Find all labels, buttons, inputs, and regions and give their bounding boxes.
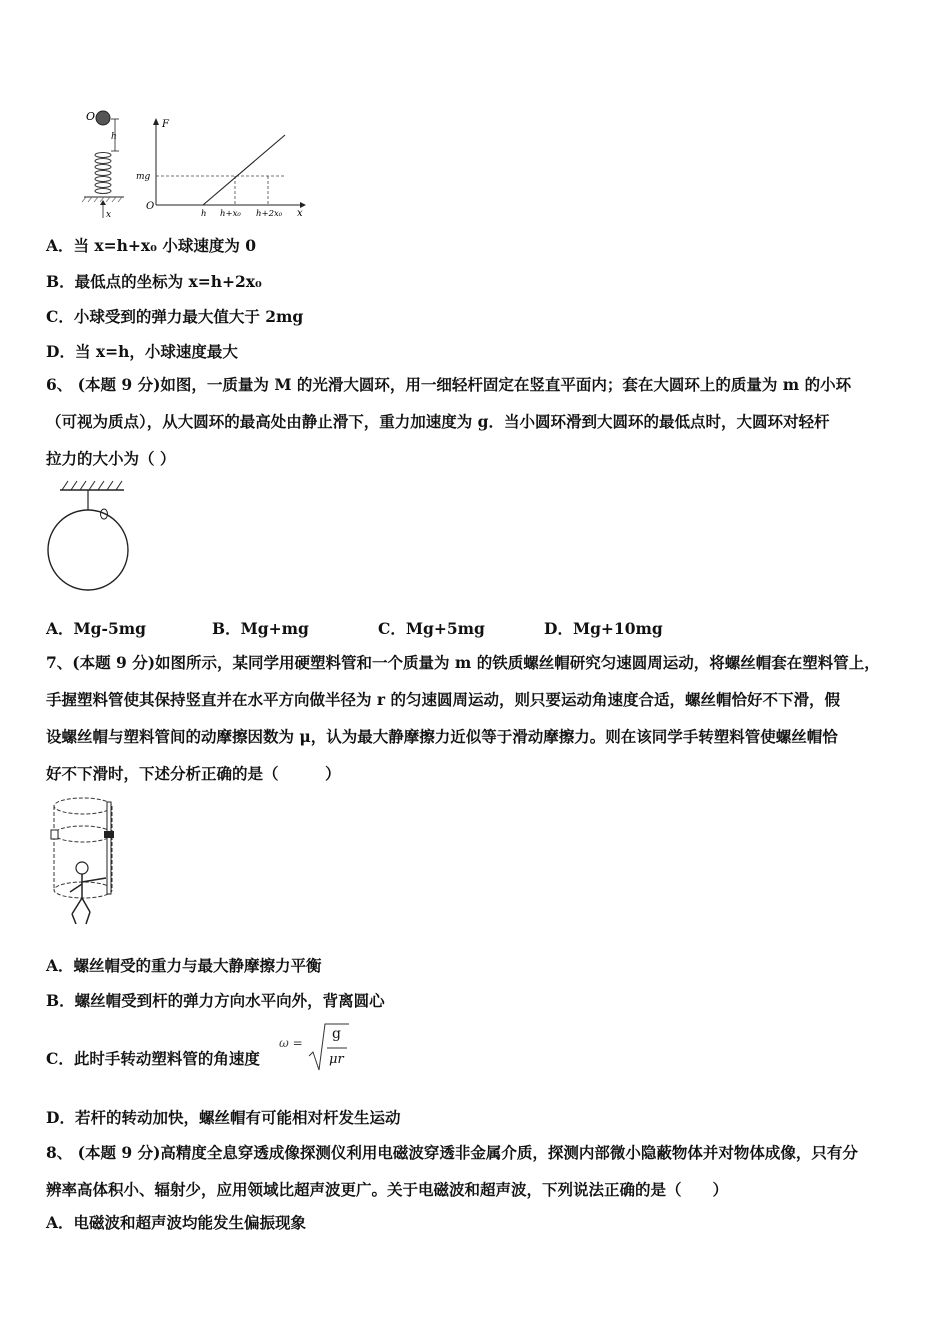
formula-num: g — [332, 1026, 341, 1042]
q6-stem-line2: （可视为质点），从大圆环的最高处由静止滑下，重力加速度为 g．当小圆环滑到大圆环的最低点时，大圆环对轻杆 — [46, 412, 830, 431]
q8-option-a[interactable]: A．电磁波和超声波均能发生偏振现象 — [46, 1213, 307, 1232]
tick-h: h — [201, 209, 207, 219]
fig-graph-origin: O — [146, 201, 155, 212]
q7-stem-line3: 设螺丝帽与塑料管间的动摩擦因数为 μ，认为最大静摩擦力近似等于滑动摩擦力。则在该同学手转塑料管使螺丝帽恰 — [46, 727, 838, 746]
q7-option-c[interactable]: C．此时手转动塑料管的角速度 — [46, 1049, 260, 1068]
fig-origin-label: O — [86, 110, 96, 123]
q6-stem-line3: 拉力的大小为（ ） — [46, 449, 176, 468]
q7-stem-line4: 好不下滑时，下述分析正确的是（ ） — [46, 764, 341, 783]
fig-x-axis-label: x — [297, 208, 303, 219]
nut-icon-left — [51, 830, 58, 839]
q6-options-row — [46, 617, 663, 639]
q5-option-b[interactable]: B．最低点的坐标为 x=h+2x₀ — [46, 272, 262, 291]
q7-option-b[interactable]: B．螺丝帽受到杆的弹力方向水平向外，背离圆心 — [46, 991, 385, 1010]
q6-option-c[interactable]: C．Mg+5mg — [378, 619, 485, 638]
tick-h2x0: h+2x₀ — [256, 209, 283, 219]
ball-icon — [96, 111, 110, 125]
fig-h-label: h — [111, 132, 117, 142]
q6-option-d[interactable]: D．Mg+10mg — [544, 619, 663, 638]
fig-mg-label: mg — [136, 172, 151, 182]
fig-x-label: x — [106, 210, 112, 220]
q6-option-b[interactable]: B．Mg+mg — [212, 619, 309, 638]
q6-stem-line1: 6、 (本题 9 分)如图，一质量为 M 的光滑大圆环，用一细轻杆固定在竖直平面内；套在大圆环上的质量为 m 的小环 — [46, 375, 852, 394]
q7-figure — [48, 794, 128, 934]
q6-option-a[interactable]: A．Mg-5mg — [46, 619, 146, 638]
big-ring — [48, 510, 128, 590]
q7-stem-line1: 7、(本题 9 分)如图所示，某同学用硬塑料管和一个质量为 m 的铁质螺丝帽研究匀速圆周运动，将螺丝帽套在塑料管上， — [46, 653, 880, 672]
q5-option-c[interactable]: C．小球受到的弹力最大值大于 2mg — [46, 307, 304, 326]
tube — [107, 802, 111, 894]
q8-stem-line2: 辨率高体积小、辐射少，应用领域比超声波更广。关于电磁波和超声波，下列说法正确的是（ ） — [46, 1180, 729, 1199]
q7-option-d[interactable]: D．若杆的转动加快，螺丝帽有可能相对杆发生运动 — [46, 1108, 401, 1127]
q5-option-d[interactable]: D．当 x=h，小球速度最大 — [46, 342, 238, 361]
q5-option-a[interactable]: A．当 x=h+x₀ 小球速度为 0 — [46, 236, 257, 255]
fig-f-label: F — [162, 119, 169, 130]
formula-den: μr — [329, 1052, 344, 1067]
q6-ring-figure — [44, 478, 139, 596]
tick-hx0: h+x₀ — [220, 209, 241, 219]
q7-option-a[interactable]: A．螺丝帽受的重力与最大静摩擦力平衡 — [46, 956, 322, 975]
spring-icon — [95, 153, 111, 194]
formula-omega: ω = — [279, 1036, 303, 1050]
q7-option-c-formula — [279, 1022, 359, 1072]
force-line — [203, 135, 285, 205]
q8-stem-line1: 8、 (本题 9 分)高精度全息穿透成像探测仪利用电磁波穿透非金属介质，探测内部微小隐蔽物体并对物体成像，只有分 — [46, 1143, 858, 1162]
nut-icon — [104, 831, 114, 838]
person-icon — [76, 862, 88, 874]
q7-stem-line2: 手握塑料管使其保持竖直并在水平方向做半径为 r 的匀速圆周运动，则只要运动角速度合适，螺丝帽恰好不下滑，假 — [46, 690, 840, 709]
q5-figure — [78, 105, 318, 225]
